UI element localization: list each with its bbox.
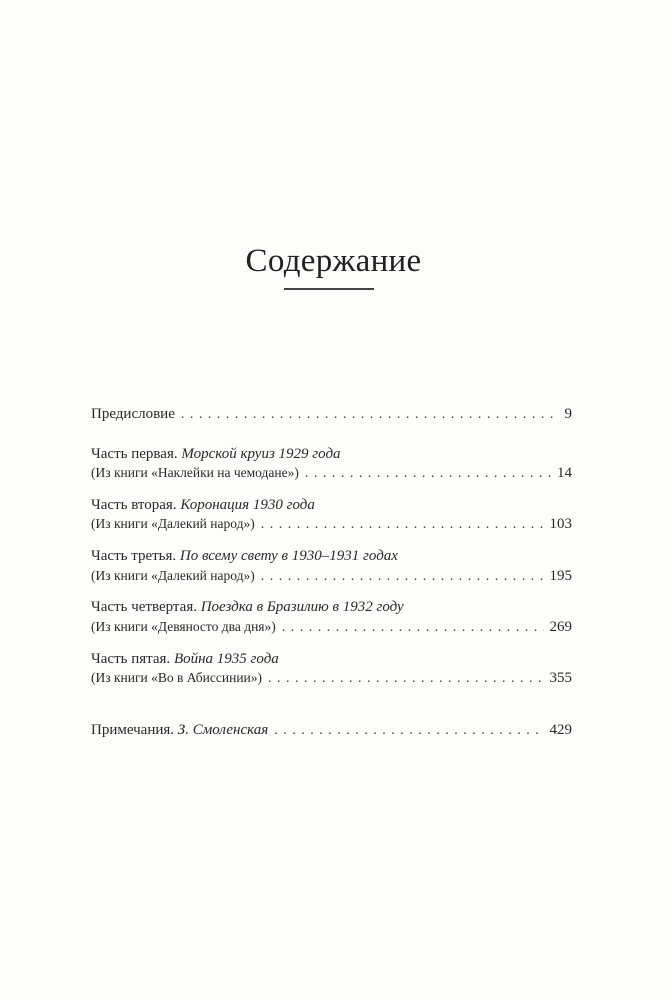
entry-source: (Из книги «Девяносто два дня») — [91, 619, 276, 634]
toc-entry-part-5-title[interactable] — [91, 650, 572, 668]
entry-source: (Из книги «Далекий народ») — [91, 568, 255, 583]
entry-source: (Из книги «Наклейки на чемодане») — [91, 465, 299, 480]
leader-dots — [268, 670, 543, 688]
leader-dots — [181, 406, 559, 424]
toc-entry-preface[interactable] — [91, 405, 572, 424]
toc-entry-part-3-source[interactable] — [91, 567, 572, 586]
title-underline — [284, 288, 374, 290]
leader-dots — [305, 465, 551, 483]
page-number: 9 — [564, 406, 572, 422]
toc-entry-notes[interactable] — [91, 721, 572, 740]
leader-dots — [261, 516, 544, 534]
toc-entry-part-1-source[interactable] — [91, 464, 572, 483]
toc-entry-part-4-title[interactable] — [91, 598, 572, 616]
toc-entry-part-1-title[interactable] — [91, 445, 572, 463]
toc-entry-part-4-source[interactable] — [91, 618, 572, 637]
entry-label: Предисловие — [91, 406, 175, 422]
leader-dots — [282, 619, 544, 637]
toc-entry-part-2-source[interactable] — [91, 515, 572, 534]
entry-label: Часть первая. Морской круиз 1929 года — [91, 446, 341, 462]
leader-dots — [274, 722, 543, 740]
leader-dots — [261, 568, 544, 586]
entry-label: Примечания. З. Смоленская — [91, 722, 269, 738]
page-title: Содержание — [245, 243, 422, 279]
entry-label: Часть третья. По всему свету в 1930–1931 годах — [91, 548, 398, 564]
toc-entry-part-2-title[interactable] — [91, 496, 572, 514]
entry-label: Часть вторая. Коронация 1930 года — [91, 497, 315, 513]
entry-source: (Из книги «Далекий народ») — [91, 516, 255, 531]
entry-source: (Из книги «Во в Абиссинии») — [91, 670, 263, 685]
page-number: 269 — [549, 619, 572, 635]
entry-label: Часть пятая. Война 1935 года — [91, 651, 279, 667]
page-number: 355 — [549, 670, 572, 686]
entry-label: Часть четвертая. Поездка в Бразилию в 1932 году — [91, 599, 404, 615]
page-number: 429 — [549, 722, 572, 738]
toc-entry-part-3-title[interactable] — [91, 547, 572, 565]
toc-entry-part-5-source[interactable] — [91, 669, 572, 688]
page-number: 14 — [557, 465, 572, 481]
page-number: 195 — [549, 568, 572, 584]
page-number: 103 — [549, 516, 572, 532]
